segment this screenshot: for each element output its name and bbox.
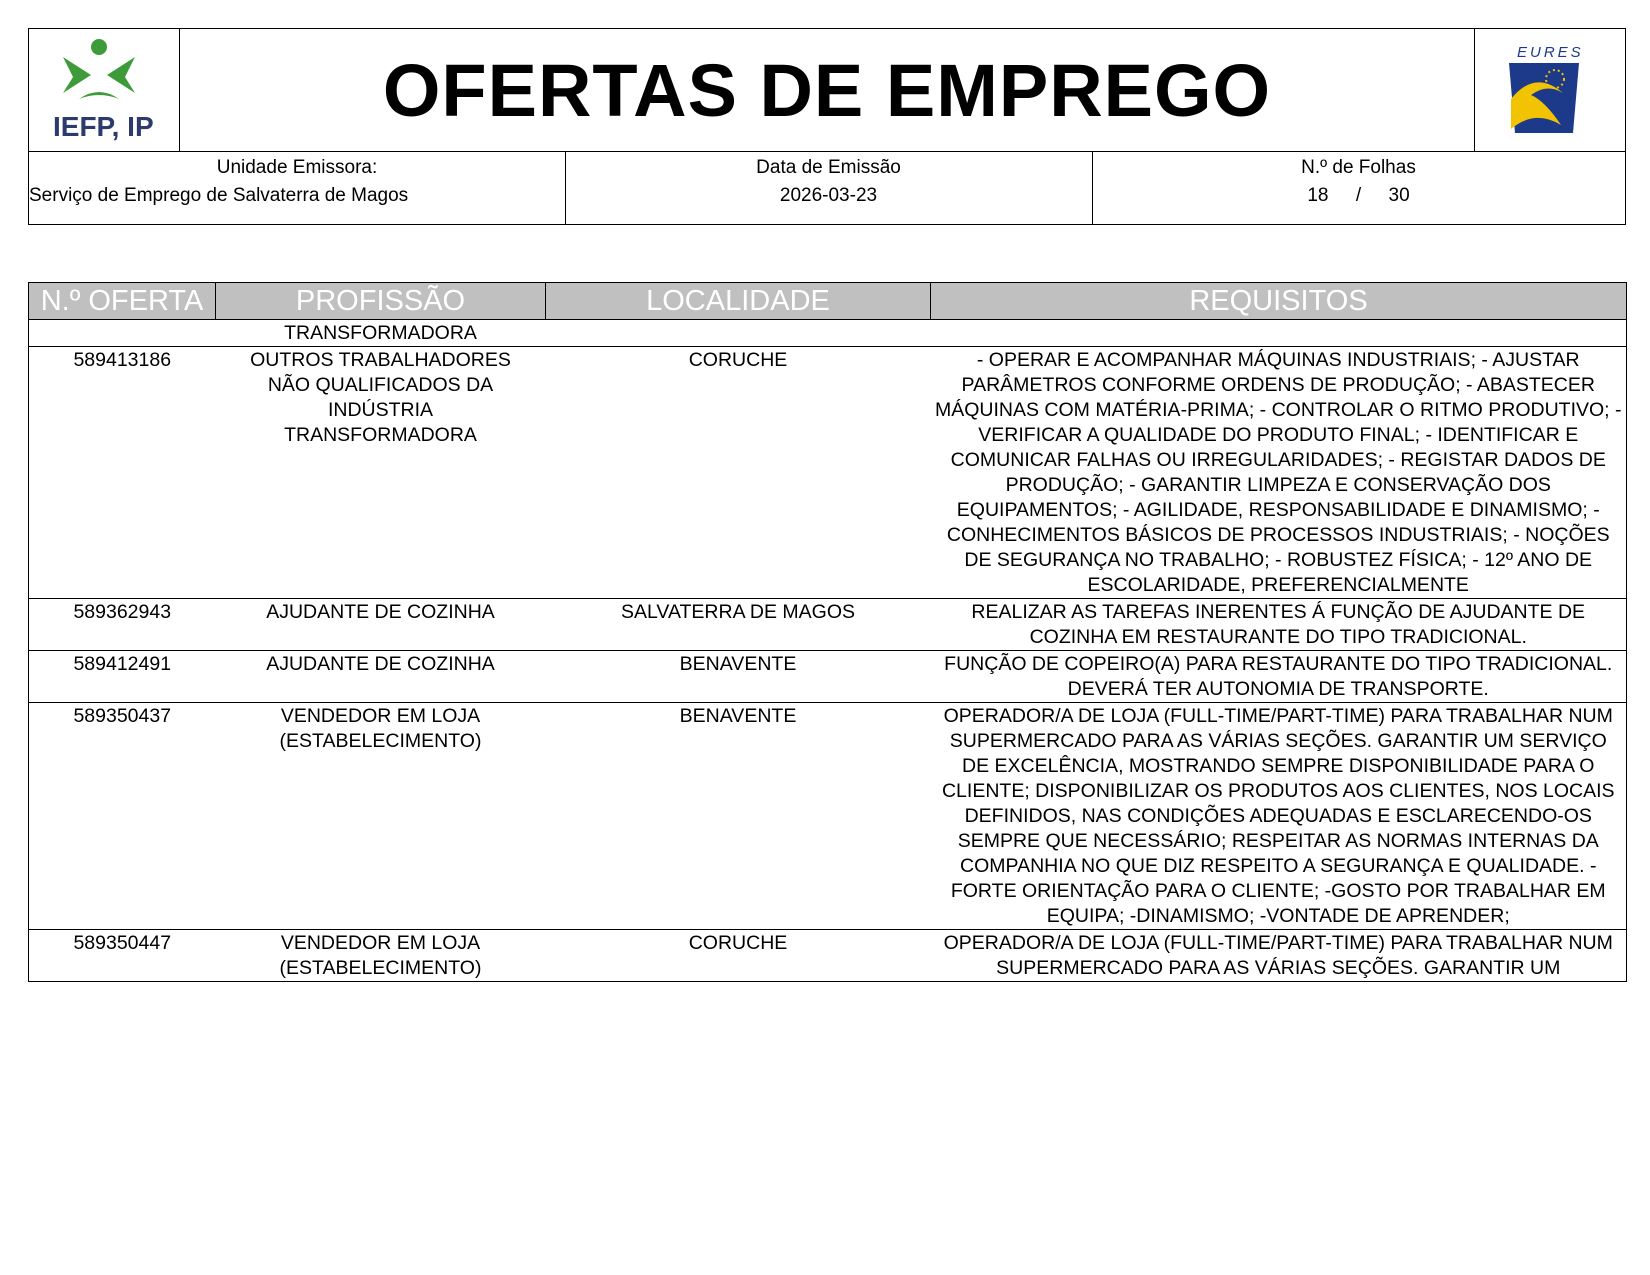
cell-localidade [546, 320, 931, 347]
unidade-emissora-value: Serviço de Emprego de Salvaterra de Magos [29, 185, 409, 206]
cell-localidade: CORUCHE [546, 347, 931, 599]
numero-folhas-value [1092, 185, 1625, 207]
column-header-localidade: LOCALIDADE [546, 283, 931, 320]
cell-profissao: VENDEDOR EM LOJA (ESTABELECIMENTO) [216, 930, 546, 982]
table-row [29, 651, 1627, 703]
eures-logo [1474, 29, 1625, 151]
page-title: OFERTAS DE EMPREGO [382, 48, 1272, 132]
cell-profissao: OUTROS TRABALHADORES NÃO QUALIFICADOS DA INDÚSTRIA TRANSFORMADORA [216, 347, 546, 599]
cell-requisitos: OPERADOR/A DE LOJA (FULL-TIME/PART-TIME) PARA TRABALHAR NUM SUPERMERCADO PARA AS VÁRIAS SEÇÕES. GARANTIR UM SERVIÇO DE EXCELÊNCIA, MOSTRANDO SEMPRE DISPONIBILIDADE PARA O CLIENTE; DISPONIBILIZAR OS PRODUTOS AOS CLIENTES, NOS LOCAIS DEFINIDOS, NAS CONDIÇÕES ADEQUADAS E ESCLARECENDO-OS SEMPRE QUE NECESSÁRIO; RESPEITAR AS NORMAS INTERNAS DA COMPANHIA NO QUE DIZ RESPEITO A SEGURANÇA E QUALIDADE. -FORTE ORIENTAÇÃO PARA O CLIENTE; -GOSTO POR TRABALHAR EM EQUIPA; -DINAMISMO; -VONTADE DE APRENDER; [931, 703, 1627, 930]
folhas-total: 30 [1388, 185, 1410, 206]
folhas-separator: / [1355, 185, 1362, 206]
eures-logo-icon [1475, 29, 1625, 151]
cell-localidade: SALVATERRA DE MAGOS [546, 599, 931, 651]
cell-oferta: 589412491 [29, 651, 216, 703]
cell-localidade: CORUCHE [546, 930, 931, 982]
unidade-emissora-cell [29, 151, 566, 224]
cell-localidade: BENAVENTE [546, 703, 931, 930]
data-emissao-value: 2026-03-23 [779, 185, 878, 206]
data-emissao-label: Data de Emissão [756, 157, 901, 178]
header-top-row [29, 29, 1625, 152]
table-row [29, 599, 1627, 651]
cell-requisitos [931, 320, 1627, 347]
document-header [28, 28, 1626, 225]
cell-oferta: 589350447 [29, 930, 216, 982]
column-header-profissao: PROFISSÃO [216, 283, 546, 320]
cell-oferta: 589362943 [29, 599, 216, 651]
column-header-oferta: N.º OFERTA [29, 283, 216, 320]
cell-profissao: TRANSFORMADORA [216, 320, 546, 347]
cell-localidade: BENAVENTE [546, 651, 931, 703]
cell-profissao: AJUDANTE DE COZINHA [216, 599, 546, 651]
cell-oferta: 589413186 [29, 347, 216, 599]
offers-table [28, 282, 1627, 982]
table-row [29, 347, 1627, 599]
eures-wordmark: EURES [1517, 44, 1584, 61]
data-emissao-cell [565, 151, 1093, 224]
table-row [29, 930, 1627, 982]
cell-profissao: AJUDANTE DE COZINHA [216, 651, 546, 703]
iefp-symbol-icon [29, 29, 179, 119]
folha-atual: 18 [1307, 185, 1329, 206]
cell-requisitos: FUNÇÃO DE COPEIRO(A) PARA RESTAURANTE DO TIPO TRADICIONAL. DEVERÁ TER AUTONOMIA DE TRANSPORTE. [931, 651, 1627, 703]
cell-oferta: 589350437 [29, 703, 216, 930]
cell-oferta [29, 320, 216, 347]
cell-requisitos: REALIZAR AS TAREFAS INERENTES Á FUNÇÃO DE AJUDANTE DE COZINHA EM RESTAURANTE DO TIPO TRADICIONAL. [931, 599, 1627, 651]
table-row [29, 703, 1627, 930]
iefp-logo [29, 29, 180, 151]
cell-requisitos: OPERADOR/A DE LOJA (FULL-TIME/PART-TIME) PARA TRABALHAR NUM SUPERMERCADO PARA AS VÁRIAS SEÇÕES. GARANTIR UM [931, 930, 1627, 982]
column-header-requisitos: REQUISITOS [931, 283, 1627, 320]
table-row [29, 320, 1627, 347]
numero-folhas-label: N.º de Folhas [1301, 157, 1416, 178]
iefp-logo-text: IEFP, IP [53, 111, 154, 142]
table-header-row [29, 283, 1627, 320]
cell-requisitos: - OPERAR E ACOMPANHAR MÁQUINAS INDUSTRIAIS; - AJUSTAR PARÂMETROS CONFORME ORDENS DE PRODUÇÃO; - ABASTECER MÁQUINAS COM MATÉRIA-PRIMA; - CONTROLAR O RITMO PRODUTIVO; - VERIFICAR A QUALIDADE DO PRODUTO FINAL; - IDENTIFICAR E COMUNICAR FALHAS OU IRREGULARIDADES; - REGISTAR DADOS DE PRODUÇÃO; - GARANTIR LIMPEZA E CONSERVAÇÃO DOS EQUIPAMENTOS; - AGILIDADE, RESPONSABILIDADE E DINAMISMO; - CONHECIMENTOS BÁSICOS DE PROCESSOS INDUSTRIAIS; - NOÇÕES DE SEGURANÇA NO TRABALHO; - ROBUSTEZ FÍSICA; - 12º ANO DE ESCOLARIDADE, PREFERENCIALMENTE [931, 347, 1627, 599]
header-info-row [29, 151, 1625, 226]
cell-profissao: VENDEDOR EM LOJA (ESTABELECIMENTO) [216, 703, 546, 930]
numero-folhas-cell [1092, 151, 1625, 224]
unidade-emissora-label: Unidade Emissora: [216, 157, 378, 178]
